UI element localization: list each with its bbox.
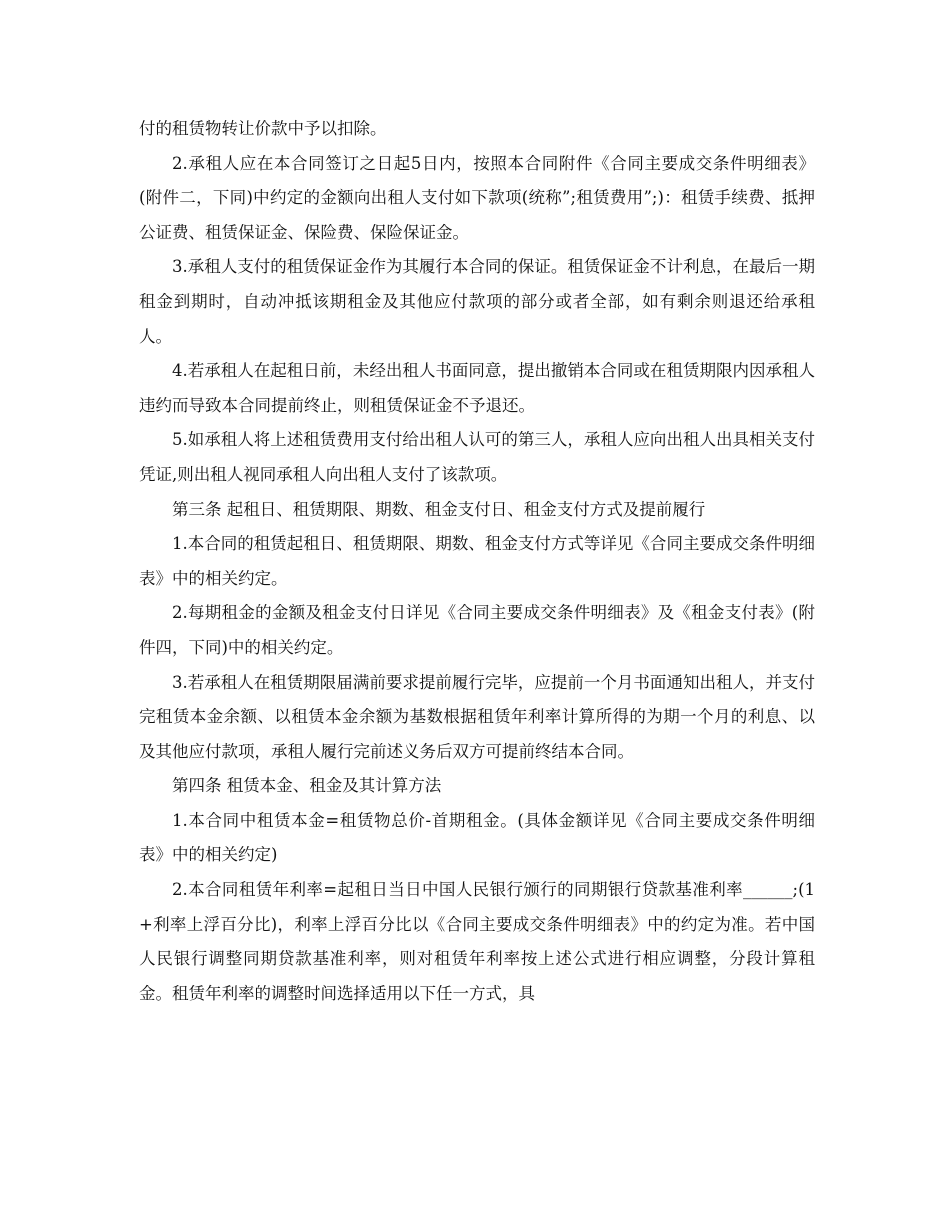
paragraph-2: 2.承租人应在本合同签订之日起5日内，按照本合同附件《合同主要成交条件明细表》(附件二，下同)中约定的金额向出租人支付如下款项(统称”;租赁费用”;)：租赁手续费、抵押公证费、租赁保证金、保险费、保险保证金。 [139,153,815,242]
paragraph-4: 4.若承租人在起租日前，未经出租人书面同意，提出撤销本合同或在租赁期限内因承租人违约而导致本合同提前终止，则租赁保证金不予退还。 [139,361,815,415]
paragraph-11: 1.本合同中租赁本金=租赁物总价-首期租金。(具体金额详见《合同主要成交条件明细表》中的相关约定) [139,810,815,865]
paragraph-12: 2.本合同租赁年利率=起租日当日中国人民银行颁行的同期银行贷款基准利率______;(1+利率上浮百分比)，利率上浮百分比以《合同主要成交条件明细表》中的约定为准。若中国人民银行调整同期贷款基准利率，则对租赁年利率按上述公式进行相应调整，分段计算租金。租赁年利率的调整时间选择适用以下任一方式，具 [139,880,815,1003]
paragraph-7: 1.本合同的租赁起租日、租赁期限、期数、租金支付方式等详见《合同主要成交条件明细表》中的相关约定。 [139,534,815,588]
paragraph-3: 3.承租人支付的租赁保证金作为其履行本合同的保证。租赁保证金不计利息，在最后一期租金到期时，自动冲抵该期租金及其他应付款项的部分或者全部，如有剩余则退还给承租人。 [139,257,815,346]
paragraph-8: 2.每期租金的金额及租金支付日详见《合同主要成交条件明细表》及《租金支付表》(附件四，下同)中的相关约定。 [139,603,815,657]
article-4-heading: 第四条 租赁本金、租金及其计算方法 [172,776,442,796]
paragraph-5: 5.如承租人将上述租赁费用支付给出租人认可的第三人，承租人应向出租人出具相关支付凭证,则出租人视同承租人向出租人支付了该款项。 [139,430,815,484]
paragraph-9: 3.若承租人在租赁期限届满前要求提前履行完毕，应提前一个月书面通知出租人，并支付完租赁本金余额、以租赁本金余额为基数根据租赁年利率计算所得的为期一个月的利息、以及其他应付款项，承租人履行完前述义务后双方可提前终结本合同。 [139,672,815,761]
document-page [139,112,815,1011]
paragraph-1: 付的租赁物转让价款中予以扣除。 [139,119,387,138]
article-3-heading: 第三条 起租日、租赁期限、期数、租金支付日、租金支付方式及提前履行 [172,499,706,519]
